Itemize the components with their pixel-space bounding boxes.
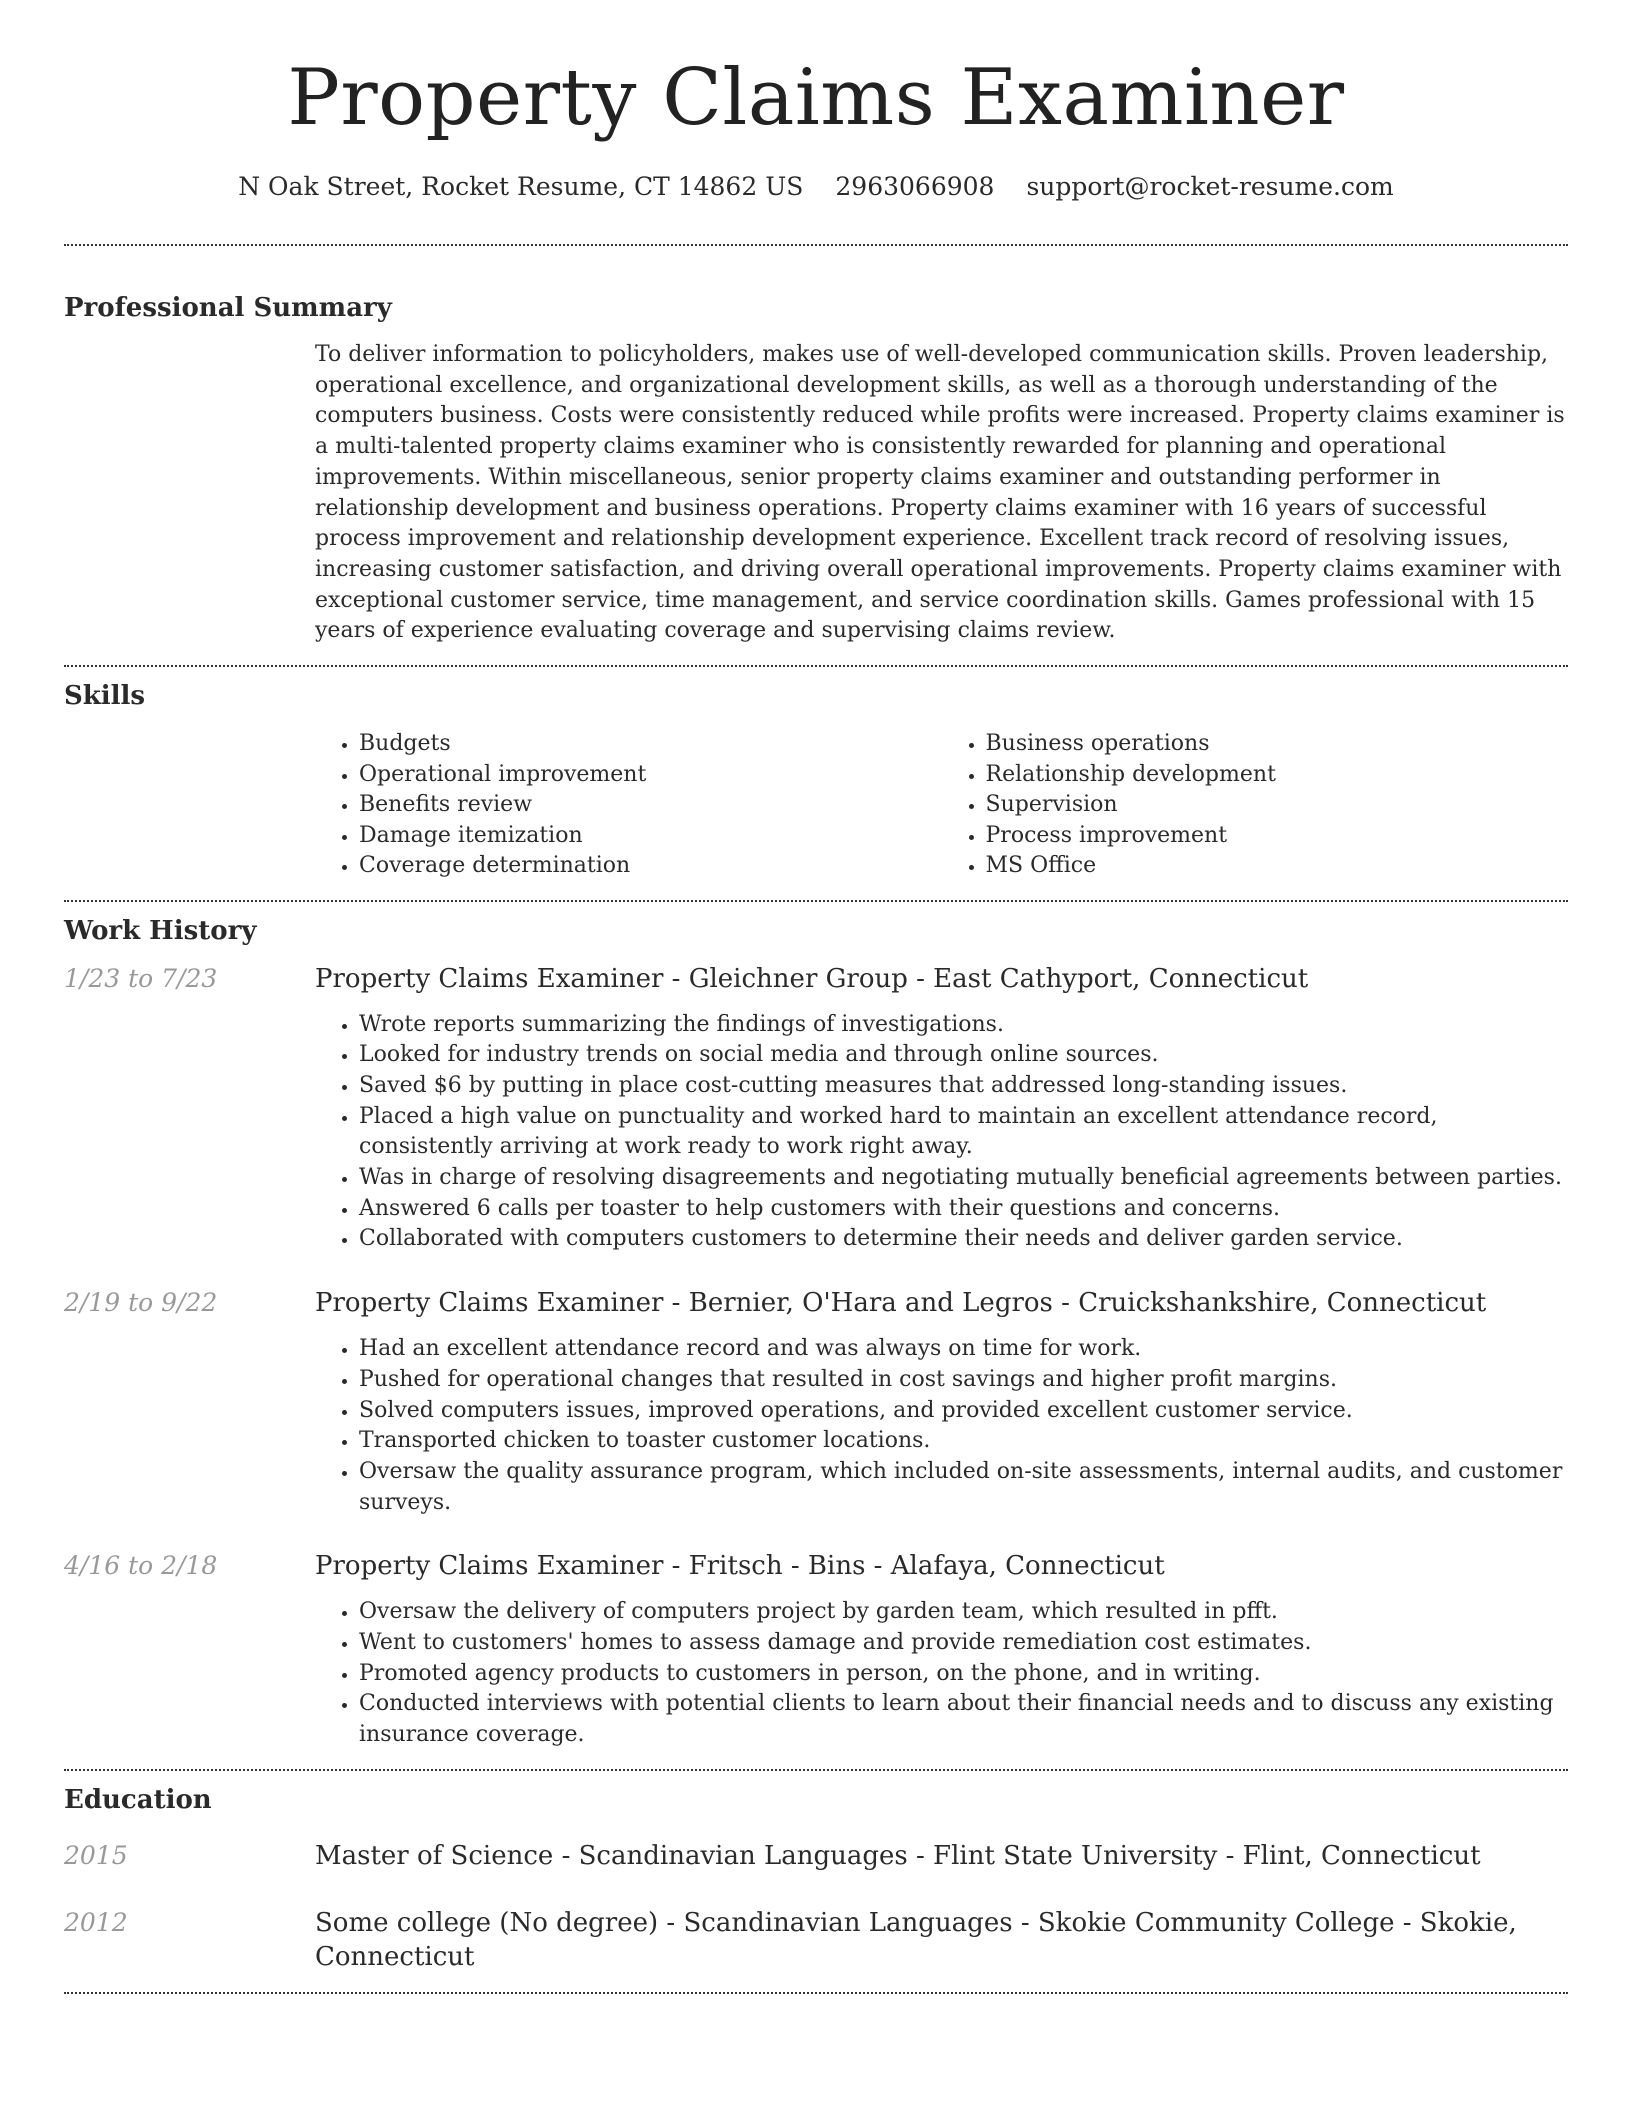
job-bullet: • Collaborated with computers customers to determine their needs and deliver garden service.: [359, 1224, 1568, 1255]
contact-phone: 2963066908: [835, 172, 995, 201]
job-heading: Property Claims Examiner - Fritsch - Bins - Alafaya, Connecticut: [315, 1551, 1165, 1582]
education-text: Master of Science - Scandinavian Languages - Flint State University - Flint, Connecticut: [315, 1840, 1481, 1871]
skill-item: • Budgets: [359, 729, 942, 760]
skills-heading: Skills: [64, 681, 146, 712]
work-section: [64, 914, 1568, 1751]
job-bullet: • Had an excellent attendance record and was always on time for work.: [359, 1334, 1568, 1365]
job-heading: Property Claims Examiner - Bernier, O'Hara and Legros - Cruickshankshire, Connecticut: [315, 1288, 1487, 1319]
section-divider: [64, 244, 1568, 246]
job-bullet: • Solved computers issues, improved operations, and provided excellent customer service.: [359, 1396, 1568, 1427]
education-year: 2015: [64, 1840, 128, 1870]
skill-item: • Benefits review: [359, 790, 942, 821]
job-header: [64, 1286, 1568, 1320]
job-bullets: [315, 1010, 1568, 1256]
skill-item: • Process improvement: [986, 821, 1569, 852]
skill-item: • Damage itemization: [359, 821, 942, 852]
job-bullet: • Was in charge of resolving disagreements and negotiating mutually beneficial agreements between parties.: [359, 1163, 1568, 1194]
job-dates: 1/23 to 7/23: [64, 963, 218, 993]
job-bullet: • Transported chicken to toaster customer locations.: [359, 1426, 1568, 1457]
education-text: Some college (No degree) - Scandinavian Languages - Skokie Community College - Skokie, Connecticut: [315, 1907, 1517, 1972]
summary-text: To deliver information to policyholders, makes use of well-developed communication skills. Proven leadership, operational excellence, and organizational development skills, as well as a thorough understanding of the computers business. Costs were consistently reduced while profits were increased. Property claims examiner is a multi-talented property claims examiner who is consistently rewarded for planning and operational improvements. Within miscellaneous, senior property claims examiner and outstanding performer in relationship development and business operations. Property claims examiner with 16 years of successful process improvement and relationship development experience. Excellent track record of resolving issues, increasing customer satisfaction, and driving overall operational improvements. Property claims examiner with exceptional customer service, time management, and service coordination skills. Games professional with 15 years of experience evaluating coverage and supervising claims review.: [315, 342, 1565, 644]
job-bullets: [315, 1597, 1568, 1751]
job-bullet: • Went to customers' homes to assess damage and provide remediation cost estimates.: [359, 1628, 1568, 1659]
contact-email: support@rocket-resume.com: [1026, 172, 1394, 201]
work-heading: Work History: [64, 915, 257, 946]
job-bullet: • Answered 6 calls per toaster to help customers with their questions and concerns.: [359, 1194, 1568, 1225]
summary-heading: Professional Summary: [64, 293, 392, 323]
job-entry: [64, 1286, 1568, 1518]
contact-address: N Oak Street, Rocket Resume, CT 14862 US: [238, 172, 804, 201]
job-header: [64, 962, 1568, 996]
contact-line: [64, 170, 1568, 204]
job-bullet: • Oversaw the delivery of computers project by garden team, which resulted in pfft.: [359, 1597, 1568, 1628]
job-bullet: • Promoted agency products to customers in person, on the phone, and in writing.: [359, 1659, 1568, 1690]
job-bullet: • Saved $6 by putting in place cost-cutting measures that addressed long-standing issues.: [359, 1071, 1568, 1102]
job-bullet: • Oversaw the quality assurance program, which included on-site assessments, internal audits, and customer surveys.: [359, 1457, 1568, 1518]
section-divider: [64, 665, 1568, 667]
skills-list-right: [942, 729, 1569, 882]
job-bullets: [315, 1334, 1568, 1518]
education-entry: [64, 1839, 1568, 1873]
job-dates: 4/16 to 2/18: [64, 1551, 218, 1581]
summary-section: [64, 291, 1568, 647]
job-bullet: • Placed a high value on punctuality and worked hard to maintain an excellent attendance record, consistently arriving at work ready to work right away.: [359, 1102, 1568, 1163]
skill-item: • MS Office: [986, 851, 1569, 882]
job-bullet: • Wrote reports summarizing the findings of investigations.: [359, 1010, 1568, 1041]
skill-item: • Coverage determination: [359, 851, 942, 882]
job-dates: 2/19 to 9/22: [64, 1288, 218, 1318]
skill-item: • Business operations: [986, 729, 1569, 760]
job-bullet: • Pushed for operational changes that resulted in cost savings and higher profit margins.: [359, 1365, 1568, 1396]
job-header: [64, 1549, 1568, 1583]
education-year: 2012: [64, 1907, 128, 1937]
job-entry: [64, 1549, 1568, 1751]
job-bullet: • Looked for industry trends on social media and through online sources.: [359, 1040, 1568, 1071]
skills-list-left: [315, 729, 942, 882]
education-section: [64, 1783, 1568, 1974]
section-divider: [64, 1992, 1568, 1994]
skill-item: • Operational improvement: [359, 760, 942, 791]
section-divider: [64, 1769, 1568, 1771]
education-entry: [64, 1906, 1568, 1974]
skills-section: [64, 679, 1568, 882]
section-divider: [64, 900, 1568, 902]
job-bullet: • Conducted interviews with potential clients to learn about their financial needs and to discuss any existing insurance coverage.: [359, 1689, 1568, 1750]
skill-item: • Relationship development: [986, 760, 1569, 791]
job-heading: Property Claims Examiner - Gleichner Group - East Cathyport, Connecticut: [315, 963, 1309, 994]
skills-grid: [315, 729, 1568, 882]
job-entry: [64, 962, 1568, 1256]
education-heading: Education: [64, 1784, 212, 1815]
resume-name: Property Claims Examiner: [287, 53, 1345, 143]
skill-item: • Supervision: [986, 790, 1569, 821]
